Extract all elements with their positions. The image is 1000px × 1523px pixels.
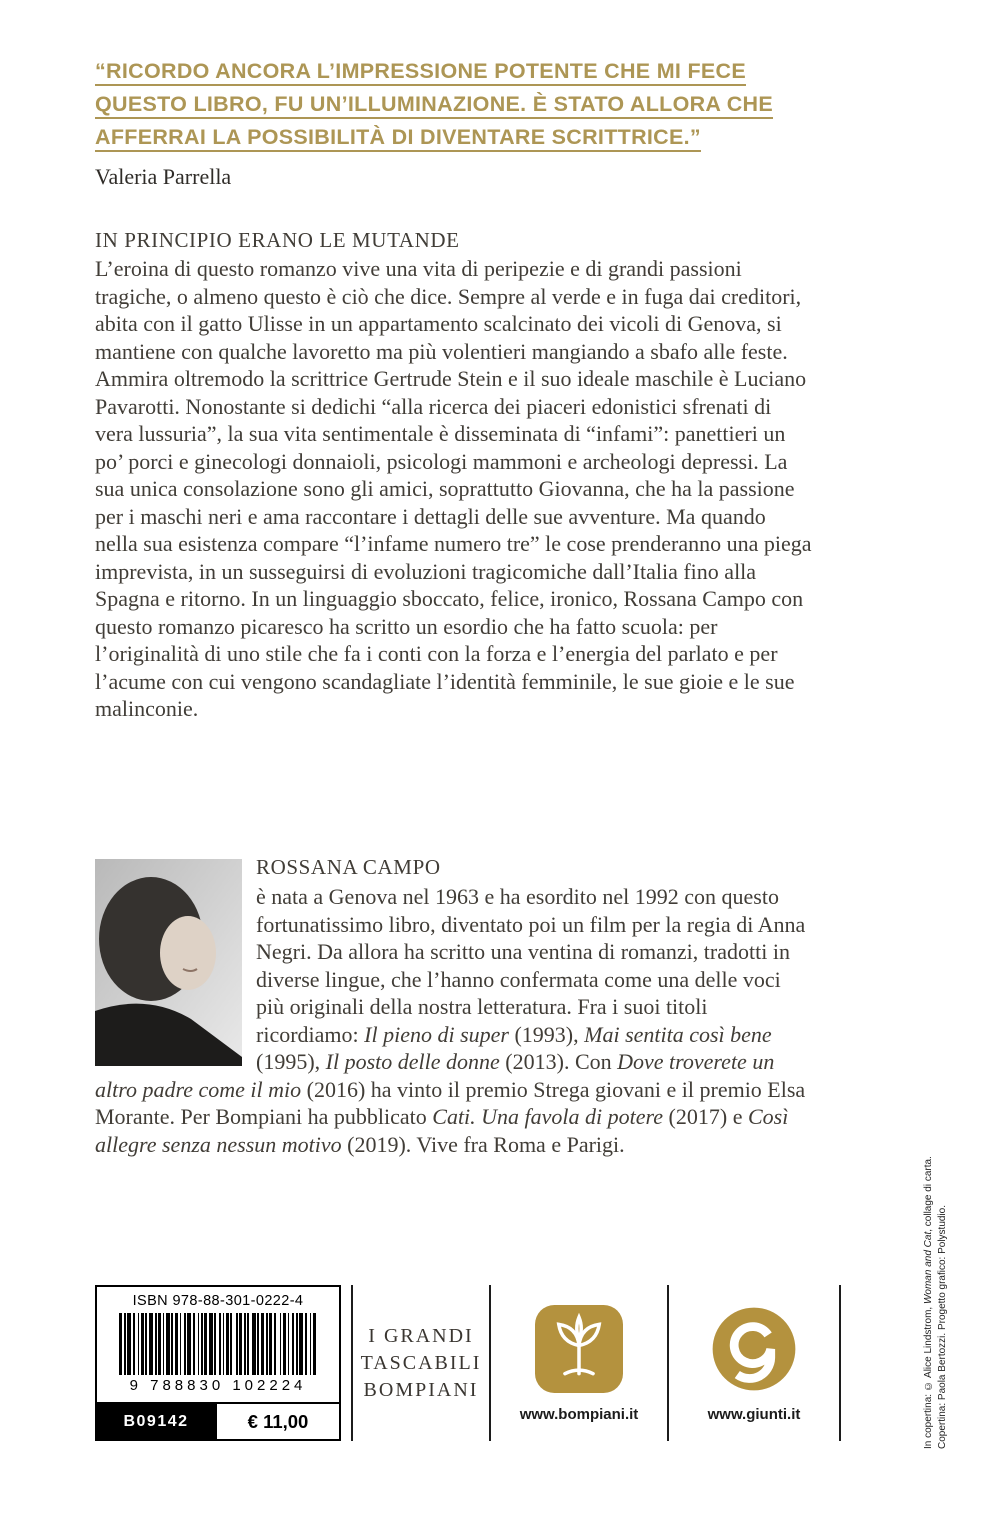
- barcode-box: [97, 1287, 339, 1404]
- synopsis-section: [95, 228, 813, 723]
- press-quote: [95, 55, 865, 190]
- edition-code: B09142: [97, 1404, 215, 1439]
- imprint-block: [353, 1285, 491, 1441]
- imprint-line: TASCABILI: [360, 1351, 482, 1374]
- quote-attribution: Valeria Parrella: [95, 164, 232, 189]
- price-value: € 11,00: [215, 1404, 339, 1439]
- bompiani-url: www.bompiani.it: [519, 1406, 639, 1423]
- isbn-block: [95, 1285, 341, 1441]
- press-quote-line: “RICORDO ANCORA L’IMPRESSIONE POTENTE CHE MI FECE: [95, 59, 746, 83]
- barcode-digits: 9 788830 102224: [129, 1377, 307, 1394]
- synopsis-body: L’eroina di questo romanzo vive una vita di peripezie e di grandi passioni tragiche, o almeno questo è ciò che dice. Sempre al verde e in fuga dai creditori, abita con il gatto Ulisse in un appartamento scalcinato dei vicoli di Genova, si mantiene con qualche lavoretto ma più volentieri mangiando a sbafo alle feste. Ammira oltremodo la scrittrice Gertrude Stein e il suo ideale maschile è Luciano Pavarotti. Nonostante si dedichi “alla ricerca dei piaceri edonistici sfrenati di vera lussuria”, la sua vita sentimentale è disseminata di “infami”: panettieri un po’ porci e ginecologi donnaioli, psicologi mammoni e archeologi depressi. La sua unica consolazione sono gli amici, soprattutto Giovanna, che ha la passione per i maschi neri e ama raccontare i dettagli delle sue avventure. Ma quando nella sua esistenza compare “l’infame numero tre” le cose prenderanno una piega imprevista, in un susseguirsi di evoluzioni tragicomiche dall’Italia fino alla Spagna e ritorno. In un linguaggio sboccato, felice, ironico, Rossana Campo con questo romanzo picaresco ha scritto un esordio che ha fatto scuola: per l’originalità di uno stile che fa i conti con la forza e l’energia del parlato e per l’acume con cui vengono scandagliate l’identità femminile, le sue gioie e le sue malinconie.: [95, 256, 812, 721]
- bompiani-logo-icon: [535, 1305, 623, 1393]
- giunti-cell: [669, 1285, 841, 1441]
- author-name: ROSSANA CAMPO: [256, 855, 441, 879]
- isbn-label: ISBN 978-88-301-0222-4: [132, 1293, 304, 1309]
- author-section: [95, 855, 813, 1158]
- synopsis-heading: IN PRINCIPIO ERANO LE MUTANDE: [95, 228, 460, 252]
- commerce-strip: [95, 1285, 841, 1441]
- publisher-cells: [351, 1285, 841, 1441]
- press-quote-line: AFFERRAI LA POSSIBILITÀ DI DIVENTARE SCRITTRICE.”: [95, 125, 701, 149]
- imprint-line: BOMPIANI: [363, 1378, 479, 1401]
- giunti-url: www.giunti.it: [707, 1406, 801, 1423]
- cover-credits: In copertina: © Alice Lindstrom, Woman and Cat, collage di carta. Copertina: Paola Bertozzi. Progetto grafico: Polystudio.: [923, 1156, 948, 1449]
- giunti-logo-icon: [710, 1305, 798, 1393]
- author-bio: è nata a Genova nel 1963 e ha esordito nel 1992 con questo fortunatissimo libro, diventato poi un film per la regia di Anna Negri. Da allora ha scritto una ventina di romanzi, tradotti in diverse lingue, che l’hanno confermata come una delle voci più originali della nostra letteratura. Fra i suoi titoli ricordiamo: Il pieno di super (1993), Mai sentita così bene (1995), Il posto delle donne (2013). Con Dove troverete un altro padre come il mio (2016) ha vinto il premio Strega giovani e il premio Elsa Morante. Per Bompiani ha pubblicato Cati. Una favola di potere (2017) e Così allegre senza nessun motivo (2019). Vive fra Roma e Parigi.: [95, 884, 806, 1157]
- imprint-line: I GRANDI: [368, 1324, 474, 1347]
- author-photo: [95, 859, 242, 1066]
- price-row: [97, 1404, 339, 1439]
- bompiani-cell: [491, 1285, 669, 1441]
- press-quote-line: QUESTO LIBRO, FU UN’ILLUMINAZIONE. È STATO ALLORA CHE: [95, 92, 774, 116]
- barcode-bars: [119, 1313, 317, 1375]
